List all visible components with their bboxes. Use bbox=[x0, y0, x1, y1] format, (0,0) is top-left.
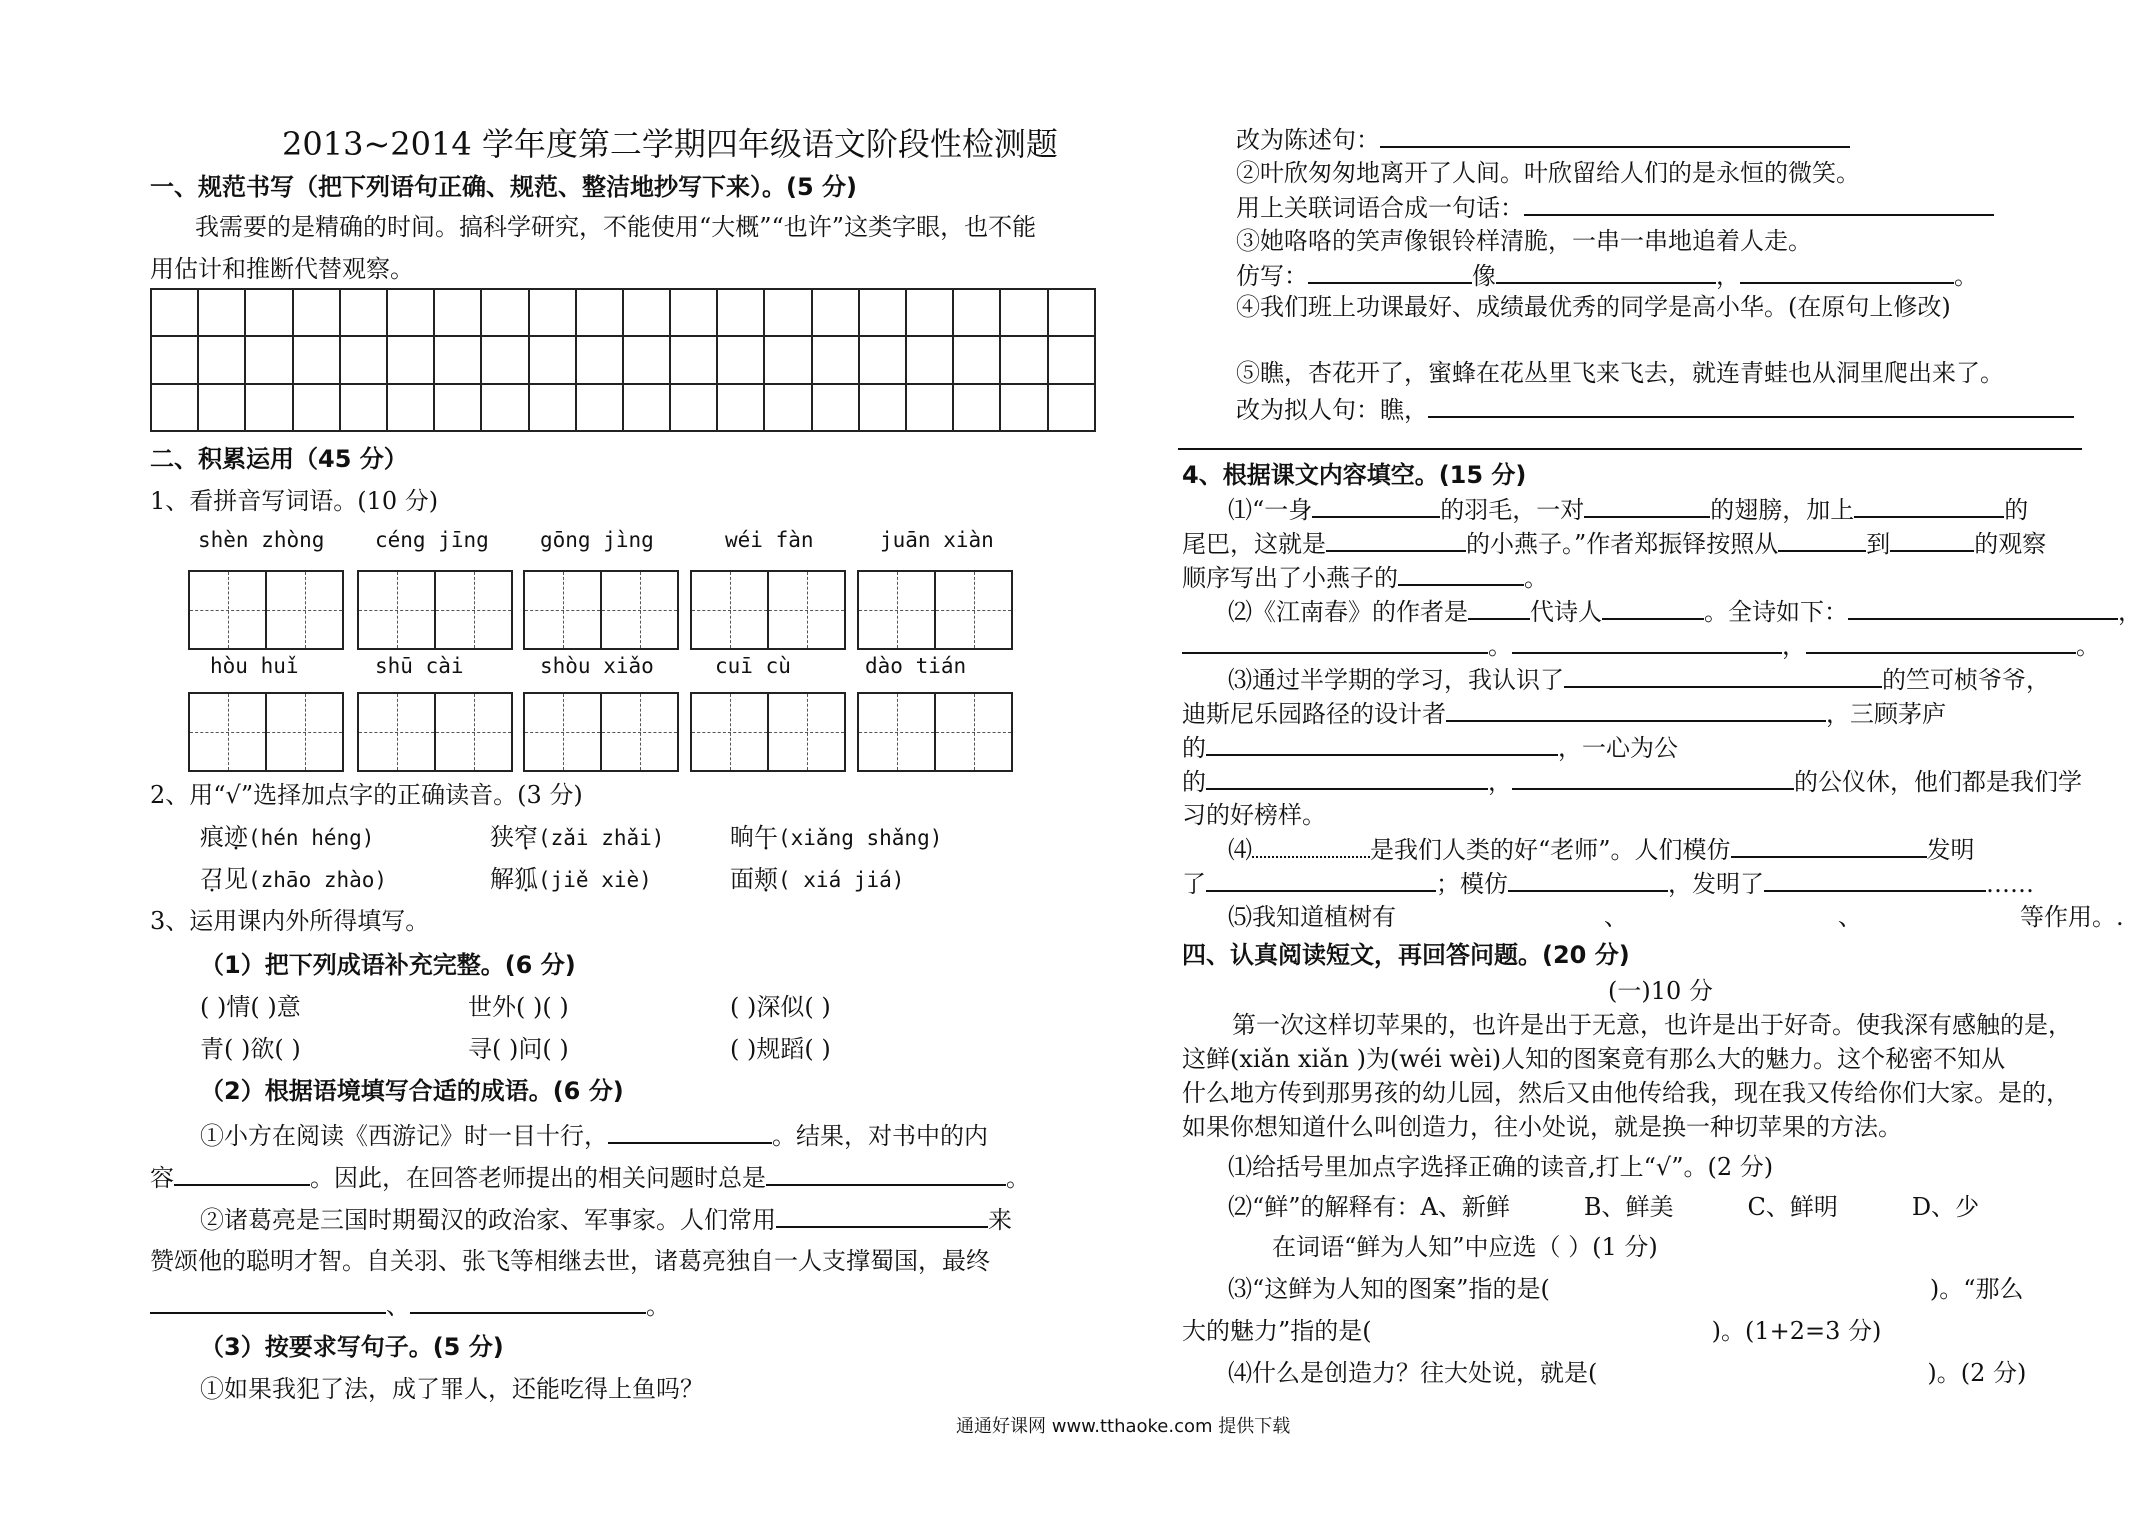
imitate-sentence: 仿写： 像 ， 。 bbox=[1236, 262, 1978, 290]
grid-cell[interactable] bbox=[717, 336, 764, 383]
fill-3-line-4: 的 ， 的公仪休，他们都是我们学 bbox=[1182, 768, 2082, 796]
fill-1-line-2: 尾巴，这就是 的小燕子。”作者郑振铎按照从 到 的观察 bbox=[1182, 530, 2047, 558]
footer-source: 通通好课网 www.tthaoke.com 提供下载 bbox=[956, 1416, 1291, 1437]
grid-cell[interactable] bbox=[151, 384, 198, 431]
grid-cell[interactable] bbox=[1048, 289, 1095, 336]
fill-2-line-2: 。 ， 。 bbox=[1182, 630, 2100, 661]
grid-cell[interactable] bbox=[859, 336, 906, 383]
blank[interactable] bbox=[1398, 562, 1524, 586]
blank[interactable] bbox=[1380, 124, 1850, 148]
pinyin-2: céng jīng bbox=[375, 528, 489, 552]
answer-box-5[interactable] bbox=[857, 570, 1013, 650]
reading-choice-6[interactable]: 面颊( xiá jiá) bbox=[730, 865, 905, 893]
grid-cell[interactable] bbox=[434, 289, 481, 336]
fill-5: ⑸我知道植树有 、 、 等作用。. bbox=[1228, 903, 2124, 931]
answer-box-8[interactable] bbox=[523, 692, 679, 772]
answer-box-1[interactable] bbox=[188, 570, 344, 650]
blank[interactable] bbox=[1508, 868, 1668, 892]
pinyin-5: juān xiàn bbox=[880, 528, 994, 552]
grid-cell[interactable] bbox=[717, 384, 764, 431]
writing-grid[interactable] bbox=[150, 288, 1096, 432]
grid-cell[interactable] bbox=[576, 289, 623, 336]
grid-cell[interactable] bbox=[1000, 384, 1047, 431]
blank[interactable] bbox=[1496, 260, 1716, 284]
grid-cell[interactable] bbox=[481, 384, 528, 431]
reading-choice-3[interactable]: 晌午(xiǎng shǎng) bbox=[730, 823, 943, 851]
blank[interactable] bbox=[1854, 494, 2004, 518]
fill-1-line-3: 顺序写出了小燕子的 。 bbox=[1182, 564, 1548, 592]
grid-cell[interactable] bbox=[340, 336, 387, 383]
q3-1-heading: （1）把下列成语补充完整。(6 分) bbox=[200, 951, 576, 979]
grid-cell[interactable] bbox=[293, 336, 340, 383]
question-2-answer[interactable]: 在词语“鲜为人知”中应选（ ）(1 分) bbox=[1272, 1233, 1658, 1261]
grid-cell[interactable] bbox=[529, 336, 576, 383]
answer-box-6[interactable] bbox=[188, 692, 344, 772]
fill-2-line-1: ⑵《江南春》的作者是 代诗人 。全诗如下： ， bbox=[1228, 598, 2142, 626]
blank[interactable] bbox=[1524, 192, 1994, 216]
grid-cell[interactable] bbox=[812, 384, 859, 431]
idiom-3[interactable]: ( )深似( ) bbox=[730, 993, 831, 1021]
page-title: 2013~2014 学年度第二学期四年级语文阶段性检测题 bbox=[282, 125, 1058, 163]
grid-cell[interactable] bbox=[340, 384, 387, 431]
grid-cell[interactable] bbox=[293, 289, 340, 336]
blank[interactable] bbox=[1890, 528, 1974, 552]
blank[interactable] bbox=[150, 1290, 386, 1314]
reading-choice-1[interactable]: 痕迹(hén héng) bbox=[200, 823, 375, 851]
sentence-2: ②叶欣匆匆地离开了人间。叶欣留给人们的是永恒的微笑。 bbox=[1236, 159, 1860, 187]
q3-3-heading: （3）按要求写句子。(5 分) bbox=[200, 1333, 504, 1361]
grid-cell[interactable] bbox=[1048, 336, 1095, 383]
sentence-5: ⑤瞧，杏花开了，蜜蜂在花丛里飞来飞去，就连青蛙也从洞里爬出来了。 bbox=[1236, 359, 2004, 387]
pinyin-10: dào tián bbox=[865, 654, 967, 678]
grid-cell[interactable] bbox=[151, 336, 198, 383]
grid-cell[interactable] bbox=[670, 289, 717, 336]
grid-cell[interactable] bbox=[387, 384, 434, 431]
passage-line-2: 这鲜(xiǎn xiǎn )为(wéi wèi)人知的图案竟有那么大的魅力。这个秘密不知从 bbox=[1182, 1045, 2006, 1073]
q3-2-b-line-2: 赞颂他的聪明才智。自关羽、张飞等相继去世，诸葛亮独自一人支撑蜀国，最终 bbox=[150, 1247, 990, 1275]
grid-cell[interactable] bbox=[906, 384, 953, 431]
passage-subheading: (一)10 分 bbox=[1608, 977, 1713, 1005]
reading-choice-5[interactable]: 解狐(jiě xiè) bbox=[490, 865, 652, 893]
blank[interactable] bbox=[1252, 834, 1370, 858]
fill-3-line-5: 习的好榜样。 bbox=[1182, 801, 1326, 829]
grid-cell[interactable] bbox=[764, 336, 811, 383]
idiom-6[interactable]: ( )规蹈( ) bbox=[730, 1035, 831, 1063]
grid-cell[interactable] bbox=[387, 336, 434, 383]
blank[interactable] bbox=[1206, 732, 1558, 756]
grid-cell[interactable] bbox=[529, 384, 576, 431]
pinyin-1: shèn zhòng bbox=[198, 528, 325, 552]
grid-cell[interactable] bbox=[670, 384, 717, 431]
fill-3-line-1: ⑶通过半学期的学习，我认识了 的竺可桢爷爷， bbox=[1228, 666, 2050, 694]
grid-cell[interactable] bbox=[481, 289, 528, 336]
blank[interactable] bbox=[1740, 260, 1954, 284]
grid-cell[interactable] bbox=[245, 336, 292, 383]
grid-cell[interactable] bbox=[1048, 384, 1095, 431]
blank[interactable] bbox=[1308, 260, 1472, 284]
blank[interactable] bbox=[1428, 394, 2074, 418]
blank[interactable] bbox=[1446, 698, 1826, 722]
grid-cell[interactable] bbox=[198, 336, 245, 383]
grid-cell[interactable] bbox=[576, 384, 623, 431]
q3-2-heading: （2）根据语境填写合适的成语。(6 分) bbox=[200, 1077, 624, 1105]
blank[interactable] bbox=[1806, 630, 2076, 654]
question-3-line-2: 大的魅力”指的是( )。(1+2=3 分) bbox=[1182, 1317, 1882, 1345]
q3-2-a-line-2: 容 。因此，在回答老师提出的相关问题时总是 。 bbox=[150, 1164, 1030, 1192]
grid-cell[interactable] bbox=[245, 384, 292, 431]
blank[interactable] bbox=[1764, 868, 1986, 892]
q3-2-b-line-3: 、 。 bbox=[150, 1290, 670, 1321]
grid-cell[interactable] bbox=[623, 336, 670, 383]
pinyin-8: shòu xiǎo bbox=[540, 654, 654, 678]
pinyin-3: gōng jìng bbox=[540, 528, 654, 552]
grid-cell[interactable] bbox=[953, 336, 1000, 383]
grid-cell[interactable] bbox=[953, 384, 1000, 431]
pinyin-7: shū cài bbox=[375, 654, 464, 678]
grid-cell[interactable] bbox=[717, 289, 764, 336]
idiom-4[interactable]: 青( )欲( ) bbox=[200, 1035, 301, 1063]
grid-cell[interactable] bbox=[481, 336, 528, 383]
reading-choice-2[interactable]: 狭窄(zǎi zhǎi) bbox=[490, 823, 665, 851]
answer-box-2[interactable] bbox=[357, 570, 513, 650]
fill-3-line-3: 的 ，一心为公 bbox=[1182, 734, 1678, 762]
grid-cell[interactable] bbox=[859, 289, 906, 336]
blank[interactable] bbox=[1512, 766, 1794, 790]
blank[interactable] bbox=[776, 1204, 988, 1228]
q3-heading: 3、运用课内外所得填写。 bbox=[150, 907, 430, 935]
question-1: ⑴给括号里加点字选择正确的读音,打上“√”。(2 分) bbox=[1228, 1153, 1774, 1181]
blank[interactable] bbox=[1584, 494, 1710, 518]
question-4: ⑷什么是创造力？往大处说，就是( )。(2 分) bbox=[1228, 1359, 2027, 1387]
passage-line-3: 什么地方传到那男孩的幼儿园，然后又由他传给我，现在我又传给你们大家。是的， bbox=[1182, 1079, 2070, 1107]
combine-sentence: 用上关联词语合成一句话： bbox=[1236, 192, 1994, 223]
blank[interactable] bbox=[1564, 664, 1882, 688]
blank[interactable] bbox=[174, 1162, 310, 1186]
answer-box-9[interactable] bbox=[690, 692, 846, 772]
question-3-line-1: ⑶“这鲜为人知的图案”指的是( )。“那么 bbox=[1228, 1275, 2024, 1303]
idiom-1[interactable]: ( )情( )意 bbox=[200, 993, 301, 1021]
answer-line[interactable] bbox=[1178, 448, 2082, 450]
grid-cell[interactable] bbox=[340, 289, 387, 336]
sentence-3: ③她咯咯的笑声像银铃样清脆，一串一串地追着人走。 bbox=[1236, 227, 1812, 255]
q2-heading: 2、用“√”选择加点字的正确读音。(3 分) bbox=[150, 781, 583, 809]
answer-box-4[interactable] bbox=[690, 570, 846, 650]
grid-cell[interactable] bbox=[434, 336, 481, 383]
grid-cell[interactable] bbox=[1000, 336, 1047, 383]
blank[interactable] bbox=[1206, 766, 1488, 790]
q1-heading: 1、看拼音写词语。(10 分) bbox=[150, 487, 439, 515]
grid-cell[interactable] bbox=[434, 384, 481, 431]
fill-3-line-2: 迪斯尼乐园路径的设计者 ，三顾茅庐 bbox=[1182, 700, 1946, 728]
answer-box-3[interactable] bbox=[523, 570, 679, 650]
grid-cell[interactable] bbox=[859, 384, 906, 431]
answer-box-10[interactable] bbox=[857, 692, 1013, 772]
pinyin-6: hòu huǐ bbox=[210, 654, 299, 678]
blank[interactable] bbox=[1182, 630, 1488, 654]
section-2-heading: 二、积累运用（45 分） bbox=[150, 445, 408, 473]
section-1-heading: 一、规范书写（把下列语句正确、规范、整洁地抄写下来）。(5 分) bbox=[150, 173, 857, 201]
idiom-5[interactable]: 寻( )问( ) bbox=[468, 1035, 569, 1063]
q3-3-item-1: ①如果我犯了法，成了罪人，还能吃得上鱼吗？ bbox=[200, 1375, 704, 1403]
grid-cell[interactable] bbox=[1000, 289, 1047, 336]
answer-box-7[interactable] bbox=[357, 692, 513, 772]
blank[interactable] bbox=[1602, 596, 1704, 620]
blank[interactable] bbox=[1468, 596, 1530, 620]
passage-line-4: 如果你想知道什么叫创造力，往小处说，就是换一种切苹果的方法。 bbox=[1182, 1113, 1902, 1141]
section-4-heading: 4、根据课文内容填空。(15 分) bbox=[1182, 461, 1527, 489]
blank[interactable] bbox=[1326, 528, 1466, 552]
blank[interactable] bbox=[1512, 630, 1782, 654]
copy-text-line-2: 用估计和推断代替观察。 bbox=[150, 255, 414, 283]
q3-2-b-line-1: ②诸葛亮是三国时期蜀汉的政治家、军事家。人们常用 来 bbox=[200, 1206, 1012, 1234]
grid-cell[interactable] bbox=[198, 289, 245, 336]
grid-cell[interactable] bbox=[906, 336, 953, 383]
grid-cell[interactable] bbox=[529, 289, 576, 336]
sentence-4: ④我们班上功课最好、成绩最优秀的同学是高小华。(在原句上修改) bbox=[1236, 293, 1951, 321]
grid-cell[interactable] bbox=[812, 289, 859, 336]
blank[interactable] bbox=[1206, 868, 1436, 892]
blank[interactable] bbox=[1312, 494, 1440, 518]
grid-cell[interactable] bbox=[198, 384, 245, 431]
grid-cell[interactable] bbox=[953, 289, 1000, 336]
grid-cell[interactable] bbox=[906, 289, 953, 336]
personify-sentence: 改为拟人句：瞧， bbox=[1236, 394, 2074, 425]
fill-4-line-2: 了 ；模仿 ，发明了 …… bbox=[1182, 870, 2034, 898]
blank[interactable] bbox=[1778, 528, 1866, 552]
grid-cell[interactable] bbox=[623, 384, 670, 431]
reading-choice-4[interactable]: 召见(zhāo zhào) bbox=[200, 865, 388, 893]
pinyin-9: cuī cù bbox=[715, 654, 791, 678]
grid-cell[interactable] bbox=[293, 384, 340, 431]
fill-4-line-1: ⑷ 是我们人类的好“老师”。人们模仿 发明 bbox=[1228, 836, 1975, 864]
grid-cell[interactable] bbox=[576, 336, 623, 383]
passage-line-1: 第一次这样切苹果的，也许是出于无意，也许是出于好奇。使我深有感触的是， bbox=[1232, 1011, 2072, 1039]
pinyin-4: wéi fàn bbox=[725, 528, 814, 552]
blank[interactable] bbox=[1848, 596, 2118, 620]
fill-1-line-1: ⑴“一身 的羽毛，一对 的翅膀，加上 的 bbox=[1228, 496, 2029, 524]
idiom-2[interactable]: 世外( )( ) bbox=[468, 993, 569, 1021]
grid-cell[interactable] bbox=[812, 336, 859, 383]
grid-cell[interactable] bbox=[151, 289, 198, 336]
blank[interactable] bbox=[766, 1162, 1006, 1186]
grid-cell[interactable] bbox=[764, 384, 811, 431]
grid-cell[interactable] bbox=[764, 289, 811, 336]
grid-cell[interactable] bbox=[670, 336, 717, 383]
blank[interactable] bbox=[608, 1120, 772, 1144]
question-2-options: ⑵“鲜”的解释有：A、新鲜 B、鲜美 C、鲜明 D、少 bbox=[1228, 1193, 1980, 1221]
section-5-heading: 四、认真阅读短文，再回答问题。(20 分) bbox=[1182, 941, 1630, 969]
rewrite-declarative: 改为陈述句： bbox=[1236, 124, 1850, 155]
blank[interactable] bbox=[1731, 834, 1927, 858]
grid-cell[interactable] bbox=[623, 289, 670, 336]
grid-cell[interactable] bbox=[245, 289, 292, 336]
q3-2-a-line-1: ①小方在阅读《西游记》时一目十行， 。结果，对书中的内 bbox=[200, 1122, 988, 1150]
blank[interactable] bbox=[410, 1290, 646, 1314]
copy-text-line-1: 我需要的是精确的时间。搞科学研究，不能使用“大概”“也许”这类字眼，也不能 bbox=[195, 213, 1037, 241]
grid-cell[interactable] bbox=[387, 289, 434, 336]
